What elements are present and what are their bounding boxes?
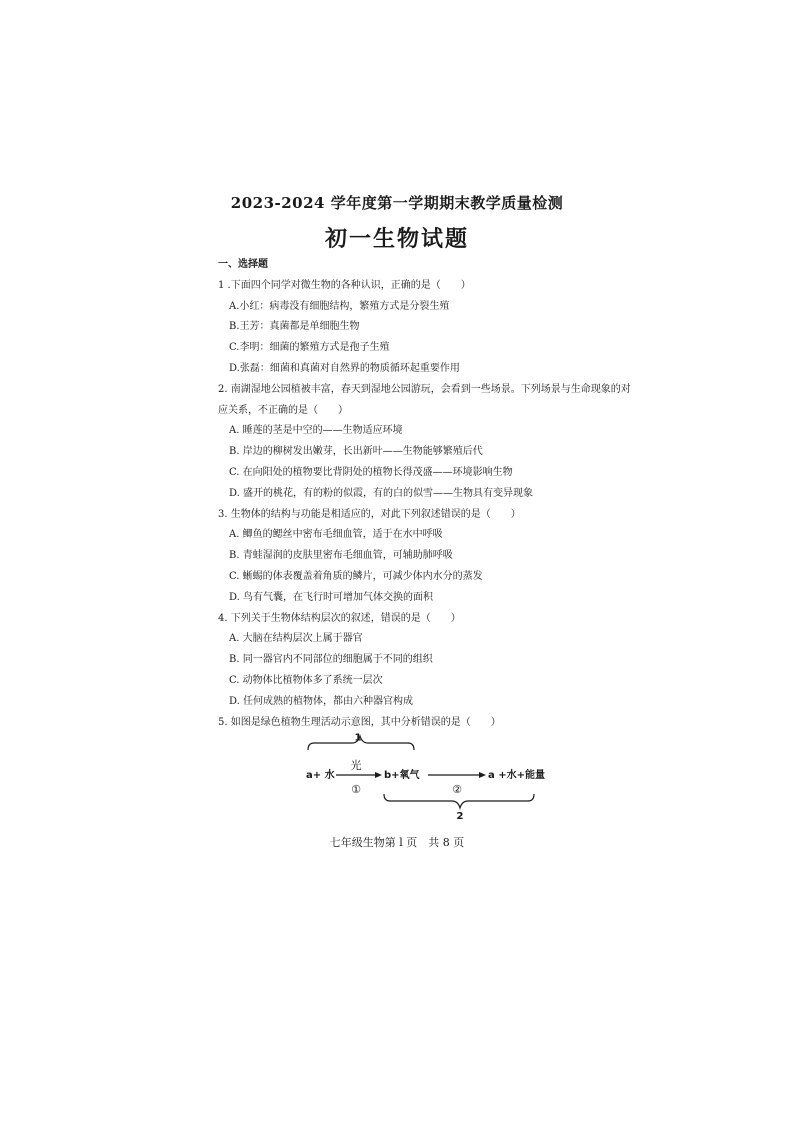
question-stem: 1 .下面四个同学对微生物的各种认识，正确的是（ ） — [218, 279, 471, 291]
photosynthesis-diagram — [300, 730, 550, 820]
option-d: D.张磊：细菌和真菌对自然界的物质循环起重要作用 — [229, 362, 460, 374]
section-heading: 一、选择题 — [218, 259, 268, 270]
middle-text: b+氧气 — [384, 770, 420, 781]
option-a: A. 鲫鱼的鳃丝中密布毛细血管，适于在水中呼吸 — [229, 529, 443, 541]
option-b: B. 同一器官内不同部位的细胞属于不同的组织 — [229, 654, 433, 666]
question-content — [218, 255, 638, 733]
question-1 — [218, 276, 638, 380]
diagram-svg — [300, 730, 550, 820]
question-3 — [218, 505, 638, 609]
option-a: A.小红：病毒没有细胞结构，繁殖方式是分裂生殖 — [229, 300, 450, 312]
step-1-marker: ① — [351, 783, 361, 796]
step-2-marker: ② — [452, 783, 462, 796]
exam-title: 2023-2024 学年度第一学期期末教学质量检测 — [230, 194, 564, 212]
arrow-1-head — [375, 772, 382, 778]
option-b: B. 青蛙湿润的皮肤里密布毛细血管，可辅助肺呼吸 — [229, 550, 453, 562]
option-c: C. 动物体比植物体多了系统一层次 — [229, 674, 383, 686]
question-4 — [218, 609, 638, 713]
page-footer: 七年级生物第 l 页 共 8 页 — [329, 836, 465, 849]
bottom-brace — [384, 794, 534, 808]
question-stem: 2. 南湖湿地公园植被丰富，春天到湿地公园游玩，会看到一些场景。下列场景与生命现象的对应关系，不正确的是（ ） — [218, 383, 631, 416]
brace-label-2: 2 — [456, 811, 464, 820]
question-2 — [218, 380, 638, 505]
option-c: C. 在向阳处的植物要比背阴处的植物长得茂盛——环境影响生物 — [229, 466, 513, 478]
exam-subtitle: 初一生物试题 — [324, 226, 469, 252]
option-d: D. 任何成熟的植物体，都由六种器官构成 — [229, 695, 414, 707]
option-d: D. 盛开的桃花，有的粉的似霞，有的白的似雪——生物具有变异现象 — [229, 487, 534, 499]
option-b: B. 岸边的柳树发出嫩芽，长出新叶——生物能够繁殖后代 — [229, 446, 483, 458]
option-b: B.王芳：真菌都是单细胞生物 — [229, 321, 360, 333]
option-d: D. 鸟有气囊，在飞行时可增加气体交换的面积 — [229, 591, 434, 603]
option-a: A. 睡莲的茎是中空的——生物适应环境 — [229, 425, 403, 437]
reactants-text: a+ 水 — [306, 770, 335, 781]
question-stem: 5. 如图是绿色植物生理活动示意图，其中分析错误的是（ ） — [218, 716, 501, 728]
condition-text: 光 — [350, 759, 362, 772]
products-text: a +水+能量 — [488, 770, 545, 781]
brace-label-1: 1 — [354, 732, 362, 744]
question-stem: 4. 下列关于生物体结构层次的叙述，错误的是（ ） — [218, 612, 461, 624]
option-a: A. 大脑在结构层次上属于器官 — [229, 633, 363, 645]
option-c: C.李明：细菌的繁殖方式是孢子生殖 — [229, 342, 390, 354]
option-c: C. 蜥蜴的体表覆盖着角质的鳞片，可减少体内水分的蒸发 — [229, 570, 483, 582]
question-stem: 3. 生物体的结构与功能是相适应的，对此下列叙述错误的是（ ） — [218, 508, 521, 520]
arrow-2-head — [479, 772, 486, 778]
